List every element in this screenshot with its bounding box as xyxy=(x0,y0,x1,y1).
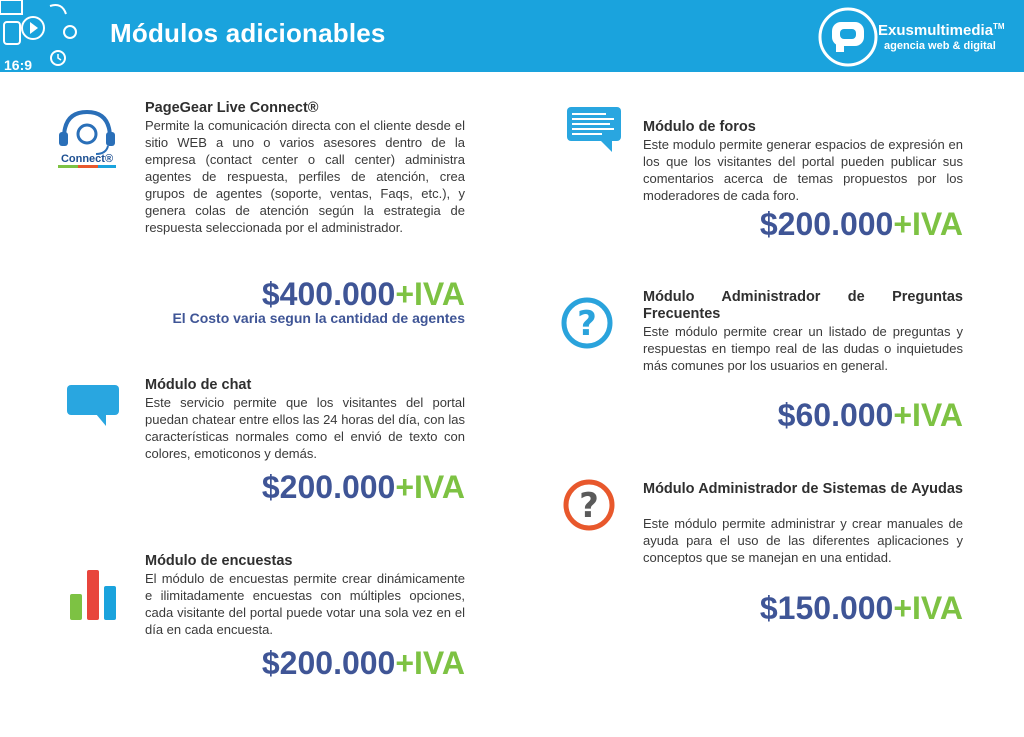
live-connect-price-note: El Costo varia segun la cantidad de agentes xyxy=(172,310,465,326)
svg-text:?: ? xyxy=(577,304,597,344)
exusmultimedia-logo-icon xyxy=(818,6,880,68)
faq-question-icon xyxy=(560,296,614,350)
brand[interactable] xyxy=(818,6,1018,66)
ayudas-title: Módulo Administrador de Sistemas de Ayudas xyxy=(643,481,963,497)
help-question-icon xyxy=(562,478,616,532)
live-connect-price: $400.000+IVA xyxy=(261,276,465,312)
header-bar xyxy=(0,0,1024,72)
connect-logo-text: Connect® xyxy=(60,153,114,165)
encuestas-description: El módulo de encuestas permite crear dinámicamente e ilimitadamente encuestas con múltiples opciones, cada visitante del portal puede votar una sola vez en el día en cada encuesta. xyxy=(145,571,465,637)
chat-title: Módulo de chat xyxy=(145,377,252,393)
svg-text:?: ? xyxy=(579,486,599,526)
faq-title: Módulo Administrador de Preguntas Frecuentes xyxy=(643,289,963,322)
live-connect-title: PageGear Live Connect® xyxy=(145,100,319,116)
brand-name: Exusmultimedia™ xyxy=(878,22,1005,39)
encuestas-title: Módulo de encuestas xyxy=(145,553,293,569)
deco-ratio-label: 16:9 xyxy=(4,57,33,72)
faq-price: $60.000+IVA xyxy=(777,397,963,433)
foros-description: Este modulo permite generar espacios de expresión en los que los visitantes del portal pueden publicar sus comentarios acerca de temas propuestos por los moderadores de cada foro. xyxy=(643,137,963,203)
chat-bubble-icon xyxy=(66,384,120,428)
brand-tagline: agencia web & digital xyxy=(884,40,996,52)
encuestas-price: $200.000+IVA xyxy=(261,645,465,681)
media-decoration-icon xyxy=(0,0,100,72)
page-title: Módulos adicionables xyxy=(110,18,386,48)
foros-title: Módulo de foros xyxy=(643,119,756,135)
faq-description: Este módulo permite crear un listado de preguntas y respuestas en tiempo real de las dudas o inquietudes más comunes por los usuarios en general. xyxy=(643,324,963,373)
forum-bubble-icon xyxy=(566,106,622,154)
live-connect-description: Permite la comunicación directa con el cliente desde el sitio WEB a uno o varios asesores dentro de la empresa (contact center o call center) administra agentes de respuesta, perfiles de atención, crea grupos de agentes (soporte, ventas, Faqs, etc.), y genera colas de atención según la estrategia de respuesta seleccionada por el administrador. xyxy=(145,118,465,235)
poll-bar-chart-icon xyxy=(70,568,120,620)
chat-price: $200.000+IVA xyxy=(261,469,465,505)
foros-price: $200.000+IVA xyxy=(759,206,963,242)
live-connect-headset-icon xyxy=(54,104,120,170)
chat-description: Este servicio permite que los visitantes del portal puedan chatear entre ellos las 24 horas del día, con las características normales como el envió de texto con colores, emoticonos y demás. xyxy=(145,395,465,461)
ayudas-description: Este módulo permite administrar y crear manuales de ayuda para el uso de las diferentes aplicaciones y conceptos que se manejan en una entidad. xyxy=(643,516,963,565)
ayudas-price: $150.000+IVA xyxy=(759,590,963,626)
